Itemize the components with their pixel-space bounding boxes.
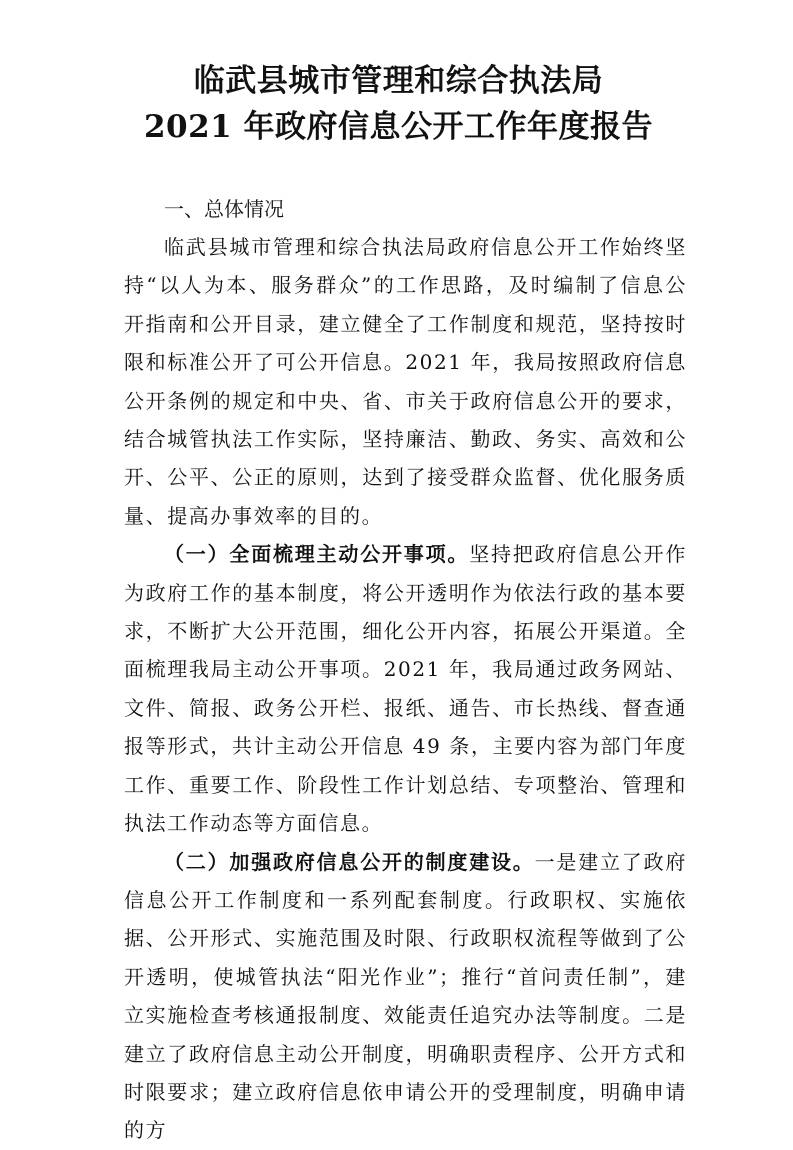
document-title [110,58,687,150]
item-1-heading: （一）全面梳理主动公开事项。 [164,542,470,567]
title-line-2: 2021 年政府信息公开工作年度报告 [143,109,654,145]
paragraph-overview: 临武县城市管理和综合执法局政府信息公开工作始终坚持“以人为本、服务群众”的工作思路，及时编制了信息公开指南和公开目录，建立健全了工作制度和规范，坚持按时限和标准公开了可公开信息。2021 年，我局按照政府信息公开条例的规定和中央、省、市关于政府信息公开的要求，结合城管执法工作实际，坚持廉洁、勤政、务实、高效和公开、公平、公正的原则，达到了接受群众监督、优化服务质量、提高办事效率的目的。 [124,235,687,528]
item-2-body: 一是建立了政府信息公开工作制度和一系列配套制度。行政职权、实施依据、公开形式、实施范围及时限、行政职权流程等做到了公开透明，使城管执法“阳光作业”；推行“首问责任制”，建立实施检查考核通报制度、效能责任追究办法等制度。二是建立了政府信息主动公开制度，明确职责程序、公开方式和时限要求；建立政府信息依申请公开的受理制度，明确申请的方 [124,849,688,1143]
item-2-heading: （二）加强政府信息公开的制度建设。 [164,849,535,874]
section-heading-overview: 一、总体情况 [164,197,284,221]
title-line-1: 临武县城市管理和综合执法局 [193,63,604,99]
paragraph-item-2 [124,843,687,1150]
item-1-body: 坚持把政府信息公开作为政府工作的基本制度，将公开透明作为依法行政的基本要求，不断扩大公开范围，细化公开内容，拓展公开渠道。全面梳理我局主动公开事项。2021 年，我局通过政务网站、文件、简报、政务公开栏、报纸、通告、市长热线、督查通报等形式，共计主动公开信息 49 条，主要内容为部门年度工作、重要工作、阶段性工作计划总结、专项整治、管理和执法工作动态等方面信息。 [124,542,688,836]
paragraph-item-1 [124,535,687,842]
